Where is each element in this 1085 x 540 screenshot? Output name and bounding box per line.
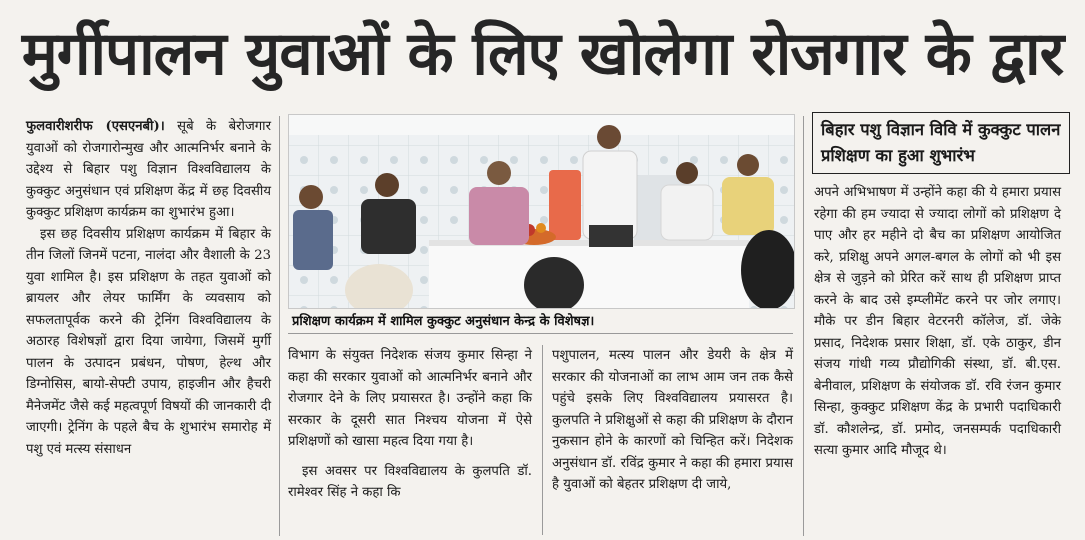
paragraph-intro — [26, 116, 271, 224]
sidebar-body: अपने अभिभाषण में उन्होंने कहा की ये हमारा प्रयास रहेगा की हम ज्यादा से ज्यादा लोगों को प्रशिक्षण दे पाए और हर महीने दो बैच का प्रशिक्षण आयोजित करे, प्रशिक्षु अपने अगल-बगल के लोगों को भी इस क्षेत्र से जुड़ने को प्रेरित करें साथ ही प्रशिक्षण प्राप्त करने के बाद उसे इम्प्लीमेंट करने पर जोर लगाए। मौके पर डीन बिहार वेटरनरी कॉलेज, डॉ. जेके प्रसाद, निदेशक प्रसार शिक्षा, डॉ. एके ठाकुर, डीन संजय गांधी गव्य प्रौद्योगिकी संस्था, डॉ. बी.एस. बेनीवाल, प्रशिक्षण के संयोजक डॉ. रवि रंजन कुमार सिन्हा, कुक्कुट प्रशिक्षण केंद्र के प्रभारी पदाधिकारी डॉ. कौशलेन्द्र, डॉ. प्रमोद, जनसम्पर्क पदाधिकारी सत्या कुमार आदि मौजूद थे। — [814, 185, 1061, 458]
news-photo — [288, 114, 795, 309]
article-column-3 — [552, 345, 793, 496]
sidebar-column — [814, 182, 1061, 462]
article-column-1 — [26, 116, 271, 460]
paragraph-training-details: इस छह दिवसीय प्रशिक्षण कार्यक्रम में बिहार के तीन जिलों जिनमें पटना, नालंदा और वैशाली के 23 युवा शामिल है। इस प्रशिक्षण के तहत युवाओं को ब्रायलर और लेयर फार्मिंग के व्यवसाय को सफलतापूर्वक करने की ट्रेनिंग विश्वविद्यालय के अठारह विशेषज्ञों द्वारा दिया जायेगा, जिसमें मुर्गी पालन के उत्पादन प्रबंधन, पोषण, हेल्थ और डिग्नोसिस, बायो-सेफ्टी उपाय, हाइजीन और हैचरी मैनेजमेंट जैसे कई महत्वपूर्ण विषयों की जानकारी दी जाएगी। ट्रेनिंग के पहले बैच के शुभारंभ समारोह में पशु एवं मत्स्य संसाधन — [26, 226, 271, 457]
article-column-2 — [288, 345, 532, 504]
paragraph-university-efforts: पशुपालन, मत्स्य पालन और डेयरी के क्षेत्र में सरकार की योजनाओं का लाभ आम जन तक कैसे पहुंचे इसके लिए विश्वविद्यालय प्रयासरत है। कुलपति ने प्रशिक्षुओं से कहा की प्रशिक्षण के दौरान नुकसान होने के कारणों को चिन्हित करें। निदेशक अनुसंधान डॉ. रविंद्र कुमार ने कहा की हमारा प्रयास है युवाओं को बेहतर प्रशिक्षण दी जाये, — [552, 348, 793, 492]
paragraph-vice-chancellor: इस अवसर पर विश्वविद्यालय के कुलपति डॉ. रामेश्वर सिंह ने कहा कि — [288, 463, 532, 500]
column-divider — [279, 116, 280, 536]
dateline: फुलवारीशरीफ (एसएनबी)। — [26, 119, 165, 134]
column-divider — [803, 116, 804, 536]
photo-illustration — [289, 115, 794, 308]
intro-text: सूबे के बेरोजगार युवाओं को रोजगारोन्मुख और आत्मनिर्भर बनाने के उद्देश्य से बिहार पशु विज्ञान विश्वविद्यालय के कुक्कुट अनुसंधान एवं प्रशिक्षण केंद्र में छह दिवसीय कुक्कुट प्रशिक्षण कार्यक्रम का शुभारंभ हुआ। — [26, 119, 271, 220]
headline: मुर्गीपालन युवाओं के लिए खोलेगा रोजगार के द्वार — [21, 19, 1064, 89]
photo-caption: प्रशिक्षण कार्यक्रम में शामिल कुक्कुट अनुसंधान केन्द्र के विशेषज्ञ। — [288, 310, 793, 334]
column-divider — [542, 345, 543, 535]
sidebar-headline-box: बिहार पशु विज्ञान विवि में कुक्कुट पालन प्रशिक्षण का हुआ शुभारंभ — [812, 112, 1070, 174]
paragraph-joint-director: विभाग के संयुक्त निदेशक संजय कुमार सिन्हा ने कहा की सरकार युवाओं को आत्मनिर्भर बनाने और रोजगार देने के लिए प्रयासरत है। उन्होंने कहा कि सरकार के दूसरी सात निश्चय योजना में ऐसे प्रशिक्षणों को खासा महत्व दिया गया है। — [288, 348, 532, 449]
